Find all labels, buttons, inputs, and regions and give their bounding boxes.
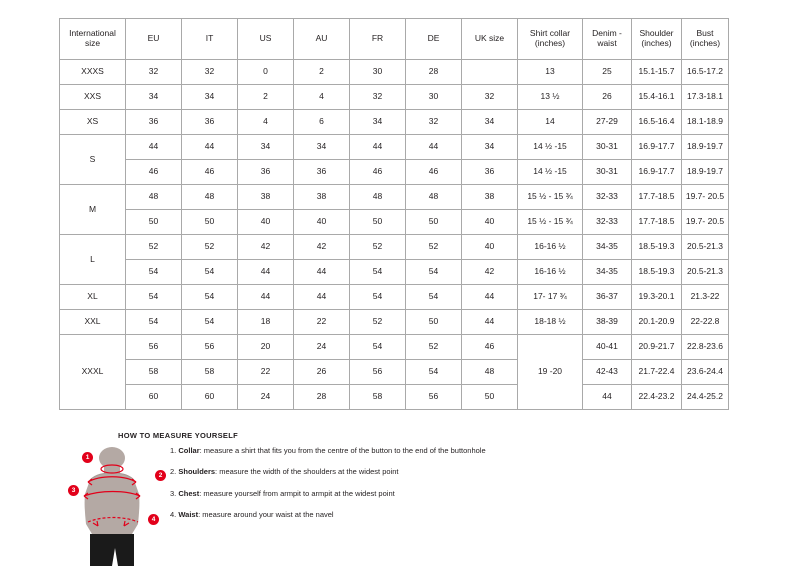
table-cell: 40	[462, 235, 518, 260]
table-cell: 15 ½ - 15 ¾	[518, 185, 583, 210]
table-cell: 16.5-16.4	[632, 110, 682, 135]
column-header-international-size: International size	[60, 19, 126, 60]
table-cell: 52	[406, 235, 462, 260]
table-cell: 13	[518, 60, 583, 85]
measure-item-number: 4.	[170, 509, 177, 519]
table-cell: 34	[294, 135, 350, 160]
measure-item-label: Shoulders	[178, 467, 216, 477]
cell-international-size: XXXS	[60, 60, 126, 85]
table-cell: 32	[350, 85, 406, 110]
size-chart-container	[59, 18, 728, 410]
table-cell: 36	[238, 160, 294, 185]
measure-item-text: : measure the width of the shoulders at the widest point	[215, 467, 399, 477]
cell-international-size: XXXL	[60, 335, 126, 410]
table-cell: 18.5-19.3	[632, 235, 682, 260]
table-cell: 54	[350, 335, 406, 360]
table-row	[60, 285, 729, 310]
table-cell: 54	[406, 260, 462, 285]
table-cell: 30-31	[583, 135, 632, 160]
table-cell: 16-16 ½	[518, 235, 583, 260]
table-cell: 24	[294, 335, 350, 360]
table-cell: 32	[182, 60, 238, 85]
measure-instructions-list	[170, 446, 640, 531]
table-cell: 30	[350, 60, 406, 85]
column-header-bust: Bust (inches)	[682, 19, 729, 60]
table-row	[60, 385, 729, 410]
table-cell: 18	[238, 310, 294, 335]
column-header-uk-size: UK size	[462, 19, 518, 60]
table-row	[60, 310, 729, 335]
table-cell: 54	[126, 285, 182, 310]
table-row	[60, 210, 729, 235]
table-row	[60, 235, 729, 260]
table-cell: 20.5-21.3	[682, 260, 729, 285]
table-cell: 42	[294, 235, 350, 260]
table-cell: 44	[238, 285, 294, 310]
table-cell: 18-18 ½	[518, 310, 583, 335]
table-row	[60, 260, 729, 285]
table-cell: 24.4-25.2	[682, 385, 729, 410]
column-header-eu: EU	[126, 19, 182, 60]
table-cell: 16-16 ½	[518, 260, 583, 285]
cell-shirt-collar: 19 -20	[518, 335, 583, 410]
table-cell: 30	[406, 85, 462, 110]
table-cell: 19.7- 20.5	[682, 210, 729, 235]
table-cell: 20.9-21.7	[632, 335, 682, 360]
table-cell: 52	[350, 235, 406, 260]
diagram-bullet-3: 3	[68, 485, 79, 496]
measure-item-text: : measure yourself from armpit to armpit at the widest point	[199, 488, 395, 498]
table-cell: 34-35	[583, 260, 632, 285]
table-cell: 20.1-20.9	[632, 310, 682, 335]
table-cell: 54	[350, 260, 406, 285]
measure-item-text: : measure a shirt that fits you from the centre of the button to the end of the buttonhole	[199, 446, 486, 455]
list-item	[170, 467, 640, 477]
measure-item-number: 2.	[170, 467, 177, 477]
table-cell: 50	[182, 210, 238, 235]
table-cell: 52	[350, 310, 406, 335]
table-cell: 46	[126, 160, 182, 185]
table-cell: 54	[126, 310, 182, 335]
cell-international-size: XS	[60, 110, 126, 135]
table-cell: 21.7-22.4	[632, 360, 682, 385]
table-cell: 36-37	[583, 285, 632, 310]
body-measurement-diagram	[60, 446, 175, 566]
table-cell: 52	[182, 235, 238, 260]
cell-international-size: XXL	[60, 310, 126, 335]
table-cell: 26	[294, 360, 350, 385]
table-cell: 48	[462, 360, 518, 385]
table-cell: 36	[182, 110, 238, 135]
table-cell: 36	[294, 160, 350, 185]
table-row	[60, 335, 729, 360]
table-cell: 32	[406, 110, 462, 135]
table-cell: 50	[350, 210, 406, 235]
measure-item-label: Chest	[178, 488, 200, 498]
table-cell: 24	[238, 385, 294, 410]
table-cell: 40-41	[583, 335, 632, 360]
table-cell: 28	[406, 60, 462, 85]
table-cell: 32-33	[583, 210, 632, 235]
table-cell: 4	[238, 110, 294, 135]
table-cell: 46	[350, 160, 406, 185]
table-cell: 54	[182, 285, 238, 310]
table-cell: 15.4-16.1	[632, 85, 682, 110]
table-cell: 36	[462, 160, 518, 185]
table-cell: 18.1-18.9	[682, 110, 729, 135]
table-cell: 2	[238, 85, 294, 110]
table-cell: 13 ½	[518, 85, 583, 110]
table-cell: 34	[126, 85, 182, 110]
table-cell: 28	[294, 385, 350, 410]
table-cell: 14 ½ -15	[518, 135, 583, 160]
table-cell: 56	[182, 335, 238, 360]
table-cell: 58	[350, 385, 406, 410]
diagram-bullet-1: 1	[82, 452, 93, 463]
diagram-bullet-4: 4	[148, 514, 159, 525]
table-cell: 15.1-15.7	[632, 60, 682, 85]
table-cell: 32	[126, 60, 182, 85]
table-cell: 44	[462, 310, 518, 335]
table-cell: 54	[406, 285, 462, 310]
how-to-measure-title: HOW TO MEASURE YOURSELF	[118, 431, 238, 440]
table-cell: 46	[182, 160, 238, 185]
table-cell: 50	[406, 210, 462, 235]
table-cell: 50	[126, 210, 182, 235]
table-cell: 36	[126, 110, 182, 135]
measure-item-label: Waist	[178, 509, 199, 519]
table-cell: 14 ½ -15	[518, 160, 583, 185]
table-cell: 56	[126, 335, 182, 360]
table-cell: 21.3-22	[682, 285, 729, 310]
table-cell: 16.9-17.7	[632, 135, 682, 160]
table-cell: 54	[350, 285, 406, 310]
table-cell: 2	[294, 60, 350, 85]
cell-international-size: XXS	[60, 85, 126, 110]
table-cell: 58	[182, 360, 238, 385]
table-row	[60, 110, 729, 135]
table-cell: 46	[462, 335, 518, 360]
table-cell: 17.3-18.1	[682, 85, 729, 110]
table-cell: 56	[406, 385, 462, 410]
table-cell: 17.7-18.5	[632, 185, 682, 210]
table-cell: 44	[462, 285, 518, 310]
table-cell: 19.3-20.1	[632, 285, 682, 310]
table-row	[60, 85, 729, 110]
table-cell: 32-33	[583, 185, 632, 210]
table-cell: 32	[462, 85, 518, 110]
measure-item-number: 1.	[170, 446, 177, 455]
table-row	[60, 185, 729, 210]
table-cell: 15 ½ - 15 ¾	[518, 210, 583, 235]
table-cell: 30-31	[583, 160, 632, 185]
table-cell: 40	[238, 210, 294, 235]
column-header-it: IT	[182, 19, 238, 60]
cell-international-size: L	[60, 235, 126, 285]
table-cell: 38	[238, 185, 294, 210]
table-cell: 38-39	[583, 310, 632, 335]
table-cell: 48	[406, 185, 462, 210]
table-cell: 34	[462, 135, 518, 160]
column-header-au: AU	[294, 19, 350, 60]
table-cell: 44	[182, 135, 238, 160]
mannequin-illustration	[60, 446, 175, 566]
table-cell: 23.6-24.4	[682, 360, 729, 385]
table-row	[60, 135, 729, 160]
table-cell: 4	[294, 85, 350, 110]
table-cell: 40	[294, 210, 350, 235]
table-row	[60, 160, 729, 185]
table-cell: 44	[294, 260, 350, 285]
table-row	[60, 360, 729, 385]
table-cell: 27-29	[583, 110, 632, 135]
table-cell: 22-22.8	[682, 310, 729, 335]
table-cell: 18.9-19.7	[682, 135, 729, 160]
table-cell: 44	[238, 260, 294, 285]
table-cell: 34	[238, 135, 294, 160]
column-header-shoulder: Shoulder (inches)	[632, 19, 682, 60]
table-cell: 22.8-23.6	[682, 335, 729, 360]
table-cell: 6	[294, 110, 350, 135]
table-cell: 19.7- 20.5	[682, 185, 729, 210]
table-cell: 42-43	[583, 360, 632, 385]
column-header-denim-waist: Denim - waist	[583, 19, 632, 60]
table-cell: 52	[126, 235, 182, 260]
table-cell: 54	[126, 260, 182, 285]
diagram-bullet-2: 2	[155, 470, 166, 481]
table-cell: 34-35	[583, 235, 632, 260]
table-cell: 34	[182, 85, 238, 110]
table-cell: 42	[462, 260, 518, 285]
cell-international-size: S	[60, 135, 126, 185]
table-cell: 54	[406, 360, 462, 385]
table-cell: 40	[462, 210, 518, 235]
table-cell: 56	[350, 360, 406, 385]
list-item	[170, 446, 640, 456]
column-header-de: DE	[406, 19, 462, 60]
table-cell: 52	[406, 335, 462, 360]
table-cell: 48	[182, 185, 238, 210]
column-header-us: US	[238, 19, 294, 60]
table-cell: 26	[583, 85, 632, 110]
table-cell	[462, 60, 518, 85]
cell-international-size: M	[60, 185, 126, 235]
table-cell: 54	[182, 310, 238, 335]
table-cell: 44	[294, 285, 350, 310]
table-cell: 17- 17 ¾	[518, 285, 583, 310]
table-cell: 16.5-17.2	[682, 60, 729, 85]
table-cell: 38	[294, 185, 350, 210]
table-cell: 44	[126, 135, 182, 160]
table-cell: 20	[238, 335, 294, 360]
table-cell: 22	[238, 360, 294, 385]
table-cell: 22.4-23.2	[632, 385, 682, 410]
table-cell: 50	[462, 385, 518, 410]
table-cell: 34	[462, 110, 518, 135]
table-cell: 48	[350, 185, 406, 210]
table-cell: 22	[294, 310, 350, 335]
table-cell: 46	[406, 160, 462, 185]
table-cell: 16.9-17.7	[632, 160, 682, 185]
table-cell: 18.9-19.7	[682, 160, 729, 185]
table-cell: 48	[126, 185, 182, 210]
table-cell: 44	[350, 135, 406, 160]
table-cell: 14	[518, 110, 583, 135]
table-row	[60, 60, 729, 85]
measure-item-number: 3.	[170, 488, 177, 498]
table-cell: 34	[350, 110, 406, 135]
list-item	[170, 489, 640, 499]
measure-item-label: Collar	[178, 446, 200, 455]
table-cell: 38	[462, 185, 518, 210]
cell-international-size: XL	[60, 285, 126, 310]
table-cell: 0	[238, 60, 294, 85]
column-header-fr: FR	[350, 19, 406, 60]
table-cell: 54	[182, 260, 238, 285]
table-cell: 60	[126, 385, 182, 410]
table-cell: 44	[583, 385, 632, 410]
table-cell: 44	[406, 135, 462, 160]
table-cell: 50	[406, 310, 462, 335]
table-header-row	[60, 19, 729, 60]
table-cell: 20.5-21.3	[682, 235, 729, 260]
measure-item-text: : measure around your waist at the navel	[198, 509, 334, 519]
list-item	[170, 510, 640, 520]
table-cell: 18.5-19.3	[632, 260, 682, 285]
table-cell: 25	[583, 60, 632, 85]
table-cell: 58	[126, 360, 182, 385]
size-chart-table	[59, 18, 729, 410]
table-cell: 17.7-18.5	[632, 210, 682, 235]
column-header-shirt-collar: Shirt collar (inches)	[518, 19, 583, 60]
table-cell: 60	[182, 385, 238, 410]
table-cell: 42	[238, 235, 294, 260]
